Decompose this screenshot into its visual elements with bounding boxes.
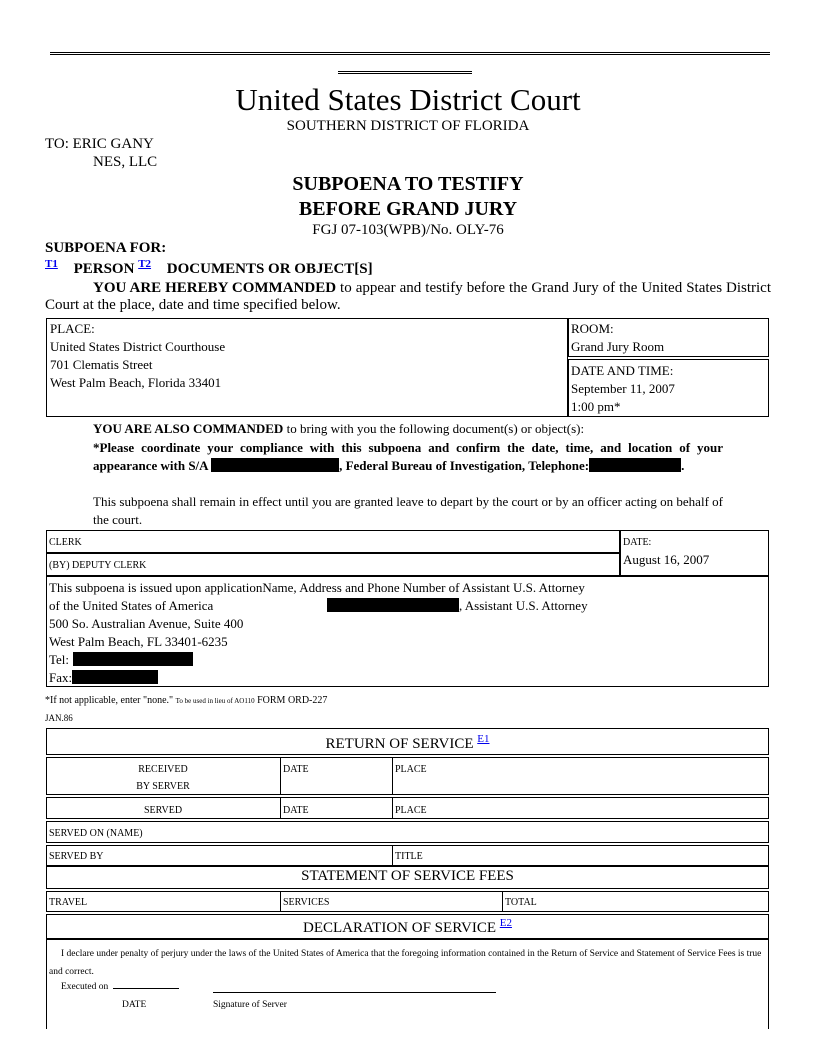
coordination-text-c: .: [681, 458, 685, 473]
fees-row: [46, 891, 769, 912]
served-div1: [280, 797, 281, 819]
redaction-fax: [72, 670, 158, 684]
footnote-date: JAN.86: [45, 713, 73, 723]
fees-title: STATEMENT OF SERVICE FEES: [301, 868, 514, 884]
to-line: TO: ERIC GANY: [45, 136, 154, 152]
received-place-label: PLACE: [395, 764, 427, 775]
received-div2: [392, 757, 393, 795]
court-title: United States District Court: [235, 82, 581, 117]
served-by-div: [392, 845, 393, 866]
issuer-line1: This subpoena is issued upon applicationName, Address and Phone Number of Assistant U.S. Attorney: [49, 580, 585, 595]
also-text: to bring with you the following document(s) or object(s):: [283, 421, 585, 436]
person-label: PERSON: [73, 261, 135, 277]
footnote-link-t2[interactable]: T2: [138, 258, 152, 270]
declaration-title: [46, 917, 769, 937]
place-line3: West Palm Beach, Florida 33401: [50, 375, 222, 390]
footnote-line: [45, 695, 327, 706]
redaction-phone: [589, 458, 625, 472]
command-text: to appear and testify before the Grand Jury of the United States District Court at the place, date and time specified below.: [45, 280, 771, 313]
served-date-label: DATE: [283, 805, 309, 816]
redaction-phone-2: [625, 458, 681, 472]
executed-on: [61, 982, 179, 992]
received-label: RECEIVED: [138, 764, 188, 775]
case-number: FGJ 07-103(WPB)/No. OLY-76: [312, 222, 504, 238]
issuer-fax: [49, 670, 158, 686]
served-by-label: SERVED BY: [49, 851, 104, 862]
command-paragraph: [45, 280, 771, 314]
place-label: PLACE:: [50, 321, 95, 336]
issuer-line2a: of the United States of America: [49, 598, 214, 613]
executed-line: [113, 988, 179, 989]
top-rule: [50, 52, 770, 55]
fees-div2: [502, 891, 503, 912]
issuer-line2b: , Assistant U.S. Attorney: [459, 598, 588, 613]
subpoena-for-row: [45, 258, 373, 278]
deputy-label: (BY) DEPUTY CLERK: [49, 560, 147, 571]
district: SOUTHERN DISTRICT OF FLORIDA: [286, 118, 530, 134]
date-time-date: September 11, 2007: [571, 381, 675, 396]
clerk-date-label: DATE:: [623, 537, 652, 548]
tel-label: Tel:: [49, 652, 70, 667]
coordination-text-a: *Please coordinate your compliance with this subpoena and confirm the date, time, and location of your appearance with S/A: [93, 440, 723, 473]
travel-label: TRAVEL: [49, 897, 88, 908]
subpoena-for-label: SUBPOENA FOR:: [45, 240, 167, 256]
command-bold: YOU ARE HEREBY COMMANDED: [93, 280, 337, 296]
coordination-note: [93, 439, 723, 475]
endnote-link-e1[interactable]: E1: [477, 733, 490, 745]
place-line1: United States District Courthouse: [50, 339, 226, 354]
issuer-line4: West Palm Beach, FL 33401-6235: [49, 634, 228, 649]
place-line2: 701 Clematis Street: [50, 357, 153, 372]
served-on-row: [46, 821, 769, 843]
effect-paragraph: This subpoena shall remain in effect until you are granted leave to depart by the court or by an officer acting on behalf of the court.: [93, 494, 723, 527]
date-time-time: 1:00 pm*: [571, 399, 621, 414]
served-on-label: SERVED ON (NAME): [49, 828, 143, 839]
return-title: [46, 733, 769, 753]
served-label: SERVED: [143, 805, 183, 816]
footnote-a: *If not applicable, enter "none.": [45, 695, 174, 706]
top-rule-short: [338, 71, 472, 74]
received-div1: [280, 757, 281, 795]
issuer-line3: 500 So. Australian Avenue, Suite 400: [49, 616, 244, 631]
by-server-label: BY SERVER: [136, 781, 190, 792]
executed-label: Executed on: [61, 982, 109, 992]
documents-label: DOCUMENTS OR OBJECT[S]: [166, 261, 373, 277]
services-label: SERVICES: [283, 897, 330, 908]
redaction-agent: [211, 458, 339, 472]
to-company: NES, LLC: [93, 154, 158, 170]
clerk-label: CLERK: [49, 537, 82, 548]
total-label: TOTAL: [505, 897, 537, 908]
footnote-b: To be used in lieu of AO110: [175, 697, 255, 705]
issuer-tel: [49, 652, 193, 668]
also-commanded: [93, 421, 723, 437]
served-place-label: PLACE: [395, 805, 427, 816]
signature-label: Signature of Server: [213, 1000, 287, 1010]
room-value: Grand Jury Room: [571, 339, 665, 354]
title-line1: SUBPOENA TO TESTIFY: [292, 173, 524, 195]
endnote-link-e2[interactable]: E2: [499, 917, 512, 929]
return-title-text: RETURN OF SERVICE: [325, 736, 474, 752]
footnote-link-t1[interactable]: T1: [45, 258, 58, 270]
fees-div1: [280, 891, 281, 912]
room-label: ROOM:: [571, 321, 614, 336]
also-bold: YOU ARE ALSO COMMANDED: [93, 421, 284, 436]
title-label: TITLE: [395, 851, 423, 862]
received-date-label: DATE: [283, 764, 309, 775]
declaration-text: I declare under penalty of perjury under the laws of the United States of America that the foregoing information contained in the Return of Service and Statement of Service Fees is true and correct.: [49, 949, 762, 977]
executed-date-label: DATE: [122, 1000, 147, 1010]
redaction-ausa: [327, 598, 459, 612]
date-time-label: DATE AND TIME:: [571, 363, 674, 378]
clerk-box: [46, 530, 620, 553]
issuer-line2: [327, 598, 588, 614]
served-div2: [392, 797, 393, 819]
coordination-text-b: , Federal Bureau of Investigation, Telephone:: [339, 458, 590, 473]
clerk-date-value: August 16, 2007: [623, 552, 710, 567]
signature-line: [213, 992, 496, 993]
redaction-tel: [73, 652, 193, 666]
declaration-title-text: DECLARATION OF SERVICE: [303, 920, 496, 936]
footnote-c: FORM ORD-227: [257, 695, 328, 706]
fax-label: Fax:: [49, 670, 73, 685]
title-line2: BEFORE GRAND JURY: [298, 198, 518, 220]
